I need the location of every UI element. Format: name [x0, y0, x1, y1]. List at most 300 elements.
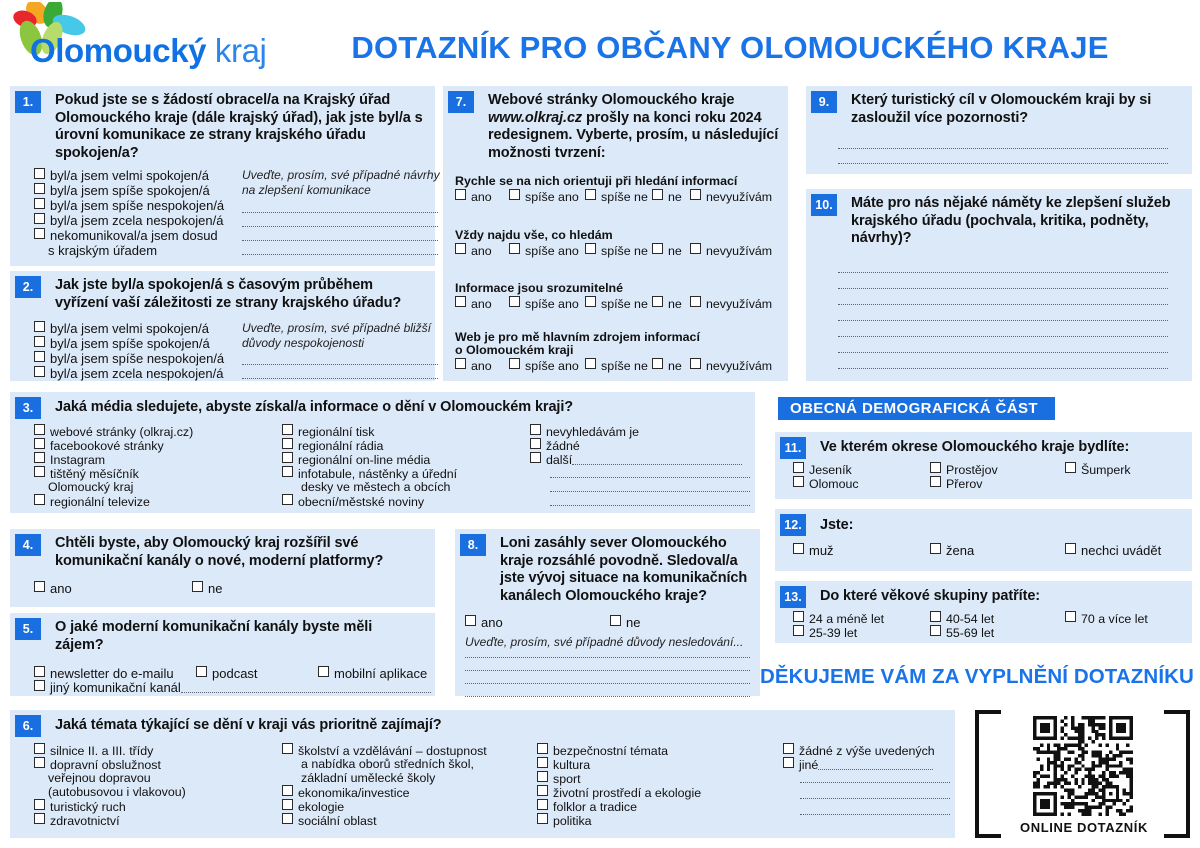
q1-option-1[interactable]: [34, 183, 210, 199]
q6-option-15-label: jiné: [799, 758, 819, 772]
q7-s1-opt-1[interactable]: [509, 243, 579, 259]
q6-option-13[interactable]: [537, 813, 592, 829]
q2-option-2-label: byl/a jsem spíše nespokojen/á: [50, 351, 225, 366]
q6-option-13-label: politika: [553, 814, 592, 828]
q3-write-line[interactable]: [550, 505, 750, 506]
question-1-title: Pokud jste se s žádostí obracel/a na Krajský úřad Olomouckého kraje (dále krajský úřad), jak jste byl/a s úrovní komunikace ze strany krajského úřadu spokojen/a?: [55, 92, 423, 161]
checkbox-icon[interactable]: [34, 438, 45, 449]
q13-option-2-label: 40-54 let: [946, 612, 995, 626]
checkbox-icon[interactable]: [509, 358, 520, 369]
checkbox-icon[interactable]: [652, 358, 663, 369]
checkbox-icon[interactable]: [793, 625, 804, 636]
q3-option-8-cont: desky ve městech a obcích: [301, 480, 451, 494]
q3-option-7-label: regionální on-line média: [298, 453, 431, 467]
checkbox-icon[interactable]: [196, 666, 207, 677]
q1-option-3[interactable]: [34, 213, 223, 229]
q5-option-0-label: newsletter do e-mailu: [50, 666, 174, 681]
q7-s0-opt-1-label: spíše ano: [525, 190, 579, 204]
q7-s2-opt-0-label: ano: [471, 297, 492, 311]
question-7-title-line4: u následující možnosti tvrzení:: [488, 127, 779, 161]
q6-option-4-cont2: základní umělecké školy: [301, 771, 436, 785]
brand-logo: [8, 2, 298, 82]
question-5-title: O jaké moderní komunikační kanály byste měli zájem?: [55, 619, 373, 653]
question-8-panel: [455, 529, 760, 696]
q3-write-line[interactable]: [550, 477, 750, 478]
q7-s1-opt-3-label: ne: [668, 244, 682, 258]
q2-write-line[interactable]: [242, 364, 438, 365]
q7-s2-opt-3[interactable]: [652, 296, 682, 312]
q2-option-2[interactable]: [34, 351, 224, 367]
q6-option-1-label: dopravní obslužnost: [50, 758, 161, 772]
checkbox-icon[interactable]: [1065, 543, 1076, 554]
q10-write-line[interactable]: [838, 272, 1168, 273]
checkbox-icon[interactable]: [793, 462, 804, 473]
q7-s3-opt-4-label: nevyužívám: [706, 359, 773, 373]
checkbox-icon[interactable]: [34, 198, 45, 209]
question-4-title: Chtěli byste, aby Olomoucký kraj rozšířil své komunikační kanály o nové, moderní platformy?: [55, 535, 384, 569]
question-7-title-line3: 2024 redesignem. Vyberte, prosím,: [488, 109, 762, 143]
checkbox-icon[interactable]: [318, 666, 329, 677]
q7-s0-opt-0-label: ano: [471, 190, 492, 204]
q10-write-line[interactable]: [838, 320, 1168, 321]
checkbox-icon[interactable]: [783, 757, 794, 768]
question-6-title: Jaká témata týkající se dění v kraji vás prioritně zajímají?: [55, 717, 442, 733]
q6-option-3[interactable]: [34, 813, 120, 829]
q7-s2-opt-0[interactable]: [455, 296, 492, 312]
q1-option-3-label: byl/a jsem zcela nespokojen/á: [50, 213, 224, 228]
q2-option-3[interactable]: [34, 366, 223, 382]
page-header: [0, 0, 1200, 84]
q3-option-3-label: tištěný měsíčník: [50, 467, 139, 481]
q1-option-2[interactable]: [34, 198, 224, 214]
checkbox-icon[interactable]: [793, 476, 804, 487]
q13-option-4-label: 70 a více let: [1081, 612, 1148, 626]
q7-s2-opt-4-label: nevyužívám: [706, 297, 773, 311]
checkbox-icon[interactable]: [282, 799, 293, 810]
q13-option-0-label: 24 a méně let: [809, 612, 885, 626]
q2-option-0-label: byl/a jsem velmi spokojen/á: [50, 321, 209, 336]
q11-option-4[interactable]: [1065, 462, 1131, 478]
demographic-section-banner: OBECNÁ DEMOGRAFICKÁ ČÁST: [778, 397, 1055, 420]
q7-statement-3-label2: o Olomouckém kraji: [455, 343, 574, 357]
checkbox-icon[interactable]: [930, 611, 941, 622]
checkbox-icon[interactable]: [282, 424, 293, 435]
checkbox-icon[interactable]: [455, 358, 466, 369]
checkbox-icon[interactable]: [34, 228, 45, 239]
q9-write-line[interactable]: [838, 163, 1168, 164]
checkbox-icon[interactable]: [34, 757, 45, 768]
checkbox-icon[interactable]: [652, 243, 663, 254]
q1-option-2-label: byl/a jsem spíše nespokojen/á: [50, 198, 225, 213]
checkbox-icon[interactable]: [930, 462, 941, 473]
question-2-panel: [10, 271, 435, 381]
q10-write-line[interactable]: [838, 304, 1168, 305]
q6-option-6-label: ekologie: [298, 800, 345, 814]
q6-option-4-cont1: a nabídka oborů středních škol,: [301, 757, 474, 771]
question-2-number: 2.: [15, 276, 41, 298]
q7-s0-opt-4[interactable]: [690, 189, 772, 205]
q8-hint: Uveďte, prosím, své případné důvody nesledování...: [465, 635, 744, 649]
question-11-panel: [775, 432, 1192, 499]
q10-write-line[interactable]: [838, 288, 1168, 289]
q6-option-8-label: bezpečnostní témata: [553, 744, 669, 758]
question-10-title: Máte pro nás nějaké náměty ke zlepšení služeb krajského úřadu (pochvala, kritika, podněty, návrhy)?: [851, 195, 1171, 246]
q1-option-4-label: nekomunikoval/a jsem dosud: [50, 228, 218, 243]
checkbox-icon[interactable]: [455, 189, 466, 200]
q6-option-1-cont1: veřejnou dopravou: [48, 771, 151, 785]
q2-option-1[interactable]: [34, 336, 210, 352]
q7-s1-opt-3[interactable]: [652, 243, 682, 259]
q3-option-4[interactable]: [34, 494, 150, 510]
q7-s2-opt-1-label: spíše ano: [525, 297, 579, 311]
checkbox-icon[interactable]: [34, 336, 45, 347]
checkbox-icon[interactable]: [537, 771, 548, 782]
page-title: DOTAZNÍK PRO OBČANY OLOMOUCKÉHO KRAJE: [351, 30, 1109, 65]
q11-option-1-label: Olomouc: [809, 477, 859, 491]
q8-write-line[interactable]: [465, 696, 750, 697]
checkbox-icon[interactable]: [34, 666, 45, 677]
qr-bracket-left: [975, 710, 1001, 838]
q7-s3-opt-2-label: spíše ne: [601, 359, 648, 373]
checkbox-icon[interactable]: [34, 168, 45, 179]
question-13-title: Do které věkové skupiny patříte:: [820, 588, 1041, 604]
q7-s1-opt-2[interactable]: [585, 243, 648, 259]
question-12-title: Jste:: [820, 517, 854, 533]
q7-statement-3-label: Web je pro mě hlavním zdrojem informací: [455, 330, 700, 344]
q6-write-line[interactable]: [800, 782, 950, 783]
checkbox-icon[interactable]: [690, 243, 701, 254]
checkbox-icon[interactable]: [34, 321, 45, 332]
q8-write-line[interactable]: [465, 683, 750, 684]
brand-name-light: kraj: [214, 32, 267, 69]
checkbox-icon[interactable]: [690, 189, 701, 200]
q13-option-3[interactable]: [930, 625, 994, 641]
checkbox-icon[interactable]: [585, 296, 596, 307]
checkbox-icon[interactable]: [34, 743, 45, 754]
q10-write-line[interactable]: [838, 352, 1168, 353]
question-10-number: 10.: [811, 194, 837, 216]
question-1-panel: [10, 86, 440, 266]
q13-option-1[interactable]: [793, 625, 857, 641]
checkbox-icon[interactable]: [34, 424, 45, 435]
question-13-panel: [775, 581, 1192, 643]
q8-write-line[interactable]: [465, 657, 750, 658]
q7-s1-opt-0[interactable]: [455, 243, 492, 259]
question-11-title: Ve kterém okrese Olomouckého kraje bydlíte:: [820, 439, 1130, 455]
checkbox-icon[interactable]: [652, 296, 663, 307]
q8-option-ne-label: ne: [626, 615, 641, 630]
qr-code-block[interactable]: [975, 710, 1190, 838]
q13-option-4[interactable]: [1065, 611, 1148, 627]
checkbox-icon[interactable]: [537, 785, 548, 796]
q1-write-line[interactable]: [242, 226, 438, 227]
q3-option-2-label: Instagram: [50, 453, 106, 467]
q7-s1-opt-0-label: ano: [471, 244, 492, 258]
q2-option-1-label: byl/a jsem spíše spokojen/á: [50, 336, 210, 351]
q3-option-12-label: další: [546, 453, 573, 467]
q6-option-0-label: silnice II. a III. třídy: [50, 744, 154, 758]
q7-s0-opt-3-label: ne: [668, 190, 682, 204]
q11-option-2-label: Prostějov: [946, 463, 998, 477]
question-5-panel: [10, 613, 435, 696]
q6-option-3-label: zdravotnictví: [50, 814, 120, 828]
q12-option-1-label: žena: [946, 543, 975, 558]
q7-s3-opt-3-label: ne: [668, 359, 682, 373]
q6-other-line[interactable]: [818, 759, 933, 770]
q6-option-14-label: žádné z výše uvedených: [799, 744, 935, 758]
checkbox-icon[interactable]: [585, 358, 596, 369]
q5-option-other-label: jiný komunikační kanál: [50, 680, 181, 695]
q10-write-line[interactable]: [838, 368, 1168, 369]
q7-statement-2-label: Informace jsou srozumitelné: [455, 281, 623, 295]
q8-option-ano-label: ano: [481, 615, 503, 630]
q3-option-12[interactable]: [530, 452, 742, 468]
q7-s1-opt-4[interactable]: [690, 243, 772, 259]
q1-option-0-label: byl/a jsem velmi spokojen/á: [50, 168, 209, 183]
q11-option-0-label: Jeseník: [809, 463, 852, 477]
q5-other-line[interactable]: [181, 682, 431, 693]
q6-write-line[interactable]: [800, 798, 950, 799]
q11-option-1[interactable]: [793, 476, 859, 492]
q7-s2-opt-1[interactable]: [509, 296, 579, 312]
q4-option-ano-label: ano: [50, 581, 72, 596]
checkbox-icon[interactable]: [793, 611, 804, 622]
q6-option-7[interactable]: [282, 813, 377, 829]
q1-hint: Uveďte, prosím, své případné návrhy na zlepšení komunikace: [242, 168, 440, 197]
question-9-title: Který turistický cíl v Olomouckém kraji by si zasloužil více pozornosti?: [851, 92, 1152, 126]
checkbox-icon[interactable]: [34, 813, 45, 824]
checkbox-icon[interactable]: [34, 494, 45, 505]
checkbox-icon[interactable]: [530, 452, 541, 463]
question-3-panel: [10, 392, 755, 513]
q7-s0-opt-2[interactable]: [585, 189, 648, 205]
thank-you-message: DĚKUJEME VÁM ZA VYPLNĚNÍ DOTAZNÍKU: [760, 665, 1194, 688]
q4-option-ano[interactable]: [34, 581, 72, 597]
checkbox-icon[interactable]: [455, 296, 466, 307]
question-7-title-line1: Webové stránky Olomouckého kraje: [488, 92, 735, 108]
q1-write-line[interactable]: [242, 212, 438, 213]
q6-option-9-label: kultura: [553, 758, 591, 772]
checkbox-icon[interactable]: [783, 743, 794, 754]
checkbox-icon[interactable]: [690, 296, 701, 307]
q1-write-line[interactable]: [242, 240, 438, 241]
q3-option-9-label: obecní/městské noviny: [298, 495, 425, 509]
q5-option-other[interactable]: [34, 680, 431, 696]
q3-option-4-label: regionální televize: [50, 495, 150, 509]
q12-option-0-label: muž: [809, 543, 834, 558]
q12-option-2-label: nechci uvádět: [1081, 543, 1162, 558]
question-9-panel: [806, 86, 1192, 174]
checkbox-icon[interactable]: [537, 799, 548, 810]
q3-option-9[interactable]: [282, 494, 424, 510]
q7-s2-opt-3-label: ne: [668, 297, 682, 311]
q10-write-line[interactable]: [838, 336, 1168, 337]
checkbox-icon[interactable]: [465, 615, 476, 626]
checkbox-icon[interactable]: [34, 183, 45, 194]
q3-other-line[interactable]: [572, 454, 742, 465]
q7-s0-opt-3[interactable]: [652, 189, 682, 205]
question-11-number: 11.: [780, 437, 806, 459]
question-7-title-line2: prošly na konci roku: [582, 109, 726, 126]
q6-option-4-label: školství a vzdělávání – dostupnost: [298, 744, 487, 758]
q12-option-2[interactable]: [1065, 543, 1161, 559]
q6-option-11-label: životní prostředí a ekologie: [553, 786, 702, 800]
q6-option-5-label: ekonomika/investice: [298, 786, 410, 800]
checkbox-icon[interactable]: [509, 296, 520, 307]
checkbox-icon[interactable]: [509, 189, 520, 200]
checkbox-icon[interactable]: [537, 743, 548, 754]
checkbox-icon[interactable]: [34, 680, 45, 691]
q7-s1-opt-4-label: nevyužívám: [706, 244, 773, 258]
checkbox-icon[interactable]: [34, 799, 45, 810]
q7-s3-opt-1[interactable]: [509, 358, 579, 374]
q1-write-line[interactable]: [242, 254, 438, 255]
checkbox-icon[interactable]: [34, 366, 45, 377]
q7-s2-opt-2-label: spíše ne: [601, 297, 648, 311]
checkbox-icon[interactable]: [610, 615, 621, 626]
checkbox-icon[interactable]: [1065, 462, 1076, 473]
q12-option-0[interactable]: [793, 543, 834, 559]
question-1-number: 1.: [15, 91, 41, 113]
question-10-panel: [806, 189, 1192, 381]
question-8-title: Loni zasáhly sever Olomouckého kraje rozsáhlé povodně. Sledoval/a jste vývoj situace na komunikačních kanálech Olomouckého kraje?: [500, 535, 748, 604]
checkbox-icon[interactable]: [34, 466, 45, 477]
q1-option-4-cont: s krajským úřadem: [48, 243, 158, 258]
checkbox-icon[interactable]: [34, 351, 45, 362]
checkbox-icon[interactable]: [282, 785, 293, 796]
q6-option-2-label: turistický ruch: [50, 800, 126, 814]
checkbox-icon[interactable]: [690, 358, 701, 369]
q7-statement-1-label: Vždy najdu vše, co hledám: [455, 228, 613, 242]
q6-write-line[interactable]: [800, 814, 950, 815]
question-2-title: Jak jste byl/a spokojen/á s časovým průběhem vyřízení vaší záležitosti ze strany krajského úřadu?: [55, 277, 402, 311]
checkbox-icon[interactable]: [530, 438, 541, 449]
question-5-number: 5.: [15, 618, 41, 640]
q7-s3-opt-0-label: ano: [471, 359, 492, 373]
q2-option-3-label: byl/a jsem zcela nespokojen/á: [50, 366, 224, 381]
checkbox-icon[interactable]: [585, 243, 596, 254]
q7-s2-opt-2[interactable]: [585, 296, 648, 312]
checkbox-icon[interactable]: [509, 243, 520, 254]
question-4-panel: [10, 529, 435, 607]
q3-option-8-label: infotabule, nástěnky a úřední: [298, 467, 458, 481]
qr-code-label: ONLINE DOTAZNÍK: [1020, 820, 1148, 835]
q7-s0-opt-4-label: nevyužívám: [706, 190, 773, 204]
q11-option-3-label: Přerov: [946, 477, 983, 491]
q7-s3-opt-3[interactable]: [652, 358, 682, 374]
checkbox-icon[interactable]: [34, 581, 45, 592]
checkbox-icon[interactable]: [192, 581, 203, 592]
checkbox-icon[interactable]: [930, 543, 941, 554]
q7-statement-0-label: Rychle se na nich orientuji při hledání informací: [455, 174, 738, 188]
q7-s2-opt-4[interactable]: [690, 296, 772, 312]
question-8-number: 8.: [460, 534, 486, 556]
checkbox-icon[interactable]: [793, 543, 804, 554]
q2-hint: Uveďte, prosím, své případné bližší důvody nespokojenosti: [242, 321, 431, 350]
q2-write-line[interactable]: [242, 378, 438, 379]
checkbox-icon[interactable]: [537, 813, 548, 824]
checkbox-icon[interactable]: [1065, 611, 1076, 622]
q13-option-1-label: 25-39 let: [809, 626, 858, 640]
checkbox-icon[interactable]: [282, 813, 293, 824]
checkbox-icon[interactable]: [652, 189, 663, 200]
q6-option-7-label: sociální oblast: [298, 814, 377, 828]
q6-option-10-label: sport: [553, 772, 581, 786]
q2-option-0[interactable]: [34, 321, 209, 337]
question-4-number: 4.: [15, 534, 41, 556]
q1-option-4[interactable]: [34, 228, 218, 244]
qr-code[interactable]: [1033, 716, 1133, 816]
q4-option-ne[interactable]: [192, 581, 222, 597]
q5-option-1-label: podcast: [212, 666, 258, 681]
checkbox-icon[interactable]: [930, 625, 941, 636]
checkbox-icon[interactable]: [282, 452, 293, 463]
q3-option-10-label: nevyhledávám je: [546, 425, 639, 439]
q1-option-0[interactable]: [34, 168, 209, 184]
q6-option-12-label: folklor a tradice: [553, 800, 638, 814]
question-6-panel: [10, 710, 955, 838]
q3-option-6-label: regionální rádia: [298, 439, 384, 453]
question-7-panel: [443, 86, 788, 381]
q7-s3-opt-2[interactable]: [585, 358, 648, 374]
q3-option-11-label: žádné: [546, 439, 580, 453]
q3-option-0-label: webové stránky (olkraj.cz): [50, 425, 194, 439]
q6-option-15[interactable]: [783, 757, 933, 773]
q3-option-3-cont: Olomoucký kraj: [48, 480, 134, 494]
q7-s3-opt-1-label: spíše ano: [525, 359, 579, 373]
q3-option-5-label: regionální tisk: [298, 425, 375, 439]
q8-write-line[interactable]: [465, 670, 750, 671]
checkbox-icon[interactable]: [282, 438, 293, 449]
checkbox-icon[interactable]: [282, 743, 293, 754]
q4-option-ne-label: ne: [208, 581, 223, 596]
checkbox-icon[interactable]: [930, 476, 941, 487]
question-3-number: 3.: [15, 397, 41, 419]
q8-option-ano[interactable]: [465, 615, 503, 631]
q7-s3-opt-4[interactable]: [690, 358, 772, 374]
checkbox-icon[interactable]: [530, 424, 541, 435]
checkbox-icon[interactable]: [282, 494, 293, 505]
checkbox-icon[interactable]: [585, 189, 596, 200]
question-12-panel: [775, 509, 1192, 571]
q5-option-2-label: mobilní aplikace: [334, 666, 428, 681]
checkbox-icon[interactable]: [34, 452, 45, 463]
question-7-number: 7.: [448, 91, 474, 113]
checkbox-icon[interactable]: [455, 243, 466, 254]
q1-option-1-label: byl/a jsem spíše spokojen/á: [50, 183, 210, 198]
question-12-number: 12.: [780, 514, 806, 536]
q7-s1-opt-1-label: spíše ano: [525, 244, 579, 258]
checkbox-icon[interactable]: [537, 757, 548, 768]
checkbox-icon[interactable]: [34, 213, 45, 224]
question-7-url: www.olkraj.cz: [488, 109, 583, 126]
q9-write-line[interactable]: [838, 148, 1168, 149]
q3-write-line[interactable]: [550, 491, 750, 492]
q7-s0-opt-0[interactable]: [455, 189, 492, 205]
q7-s0-opt-1[interactable]: [509, 189, 579, 205]
checkbox-icon[interactable]: [282, 466, 293, 477]
q12-option-1[interactable]: [930, 543, 974, 559]
q11-option-3[interactable]: [930, 476, 983, 492]
question-3-title: Jaká média sledujete, abyste získal/a informace o dění v Olomouckém kraji?: [55, 399, 574, 415]
question-6-number: 6.: [15, 715, 41, 737]
q11-option-4-label: Šumperk: [1081, 463, 1131, 477]
q3-option-1-label: facebookové stránky: [50, 439, 164, 453]
q7-s3-opt-0[interactable]: [455, 358, 492, 374]
q13-option-3-label: 55-69 let: [946, 626, 995, 640]
q8-option-ne[interactable]: [610, 615, 640, 631]
question-13-number: 13.: [780, 586, 806, 608]
